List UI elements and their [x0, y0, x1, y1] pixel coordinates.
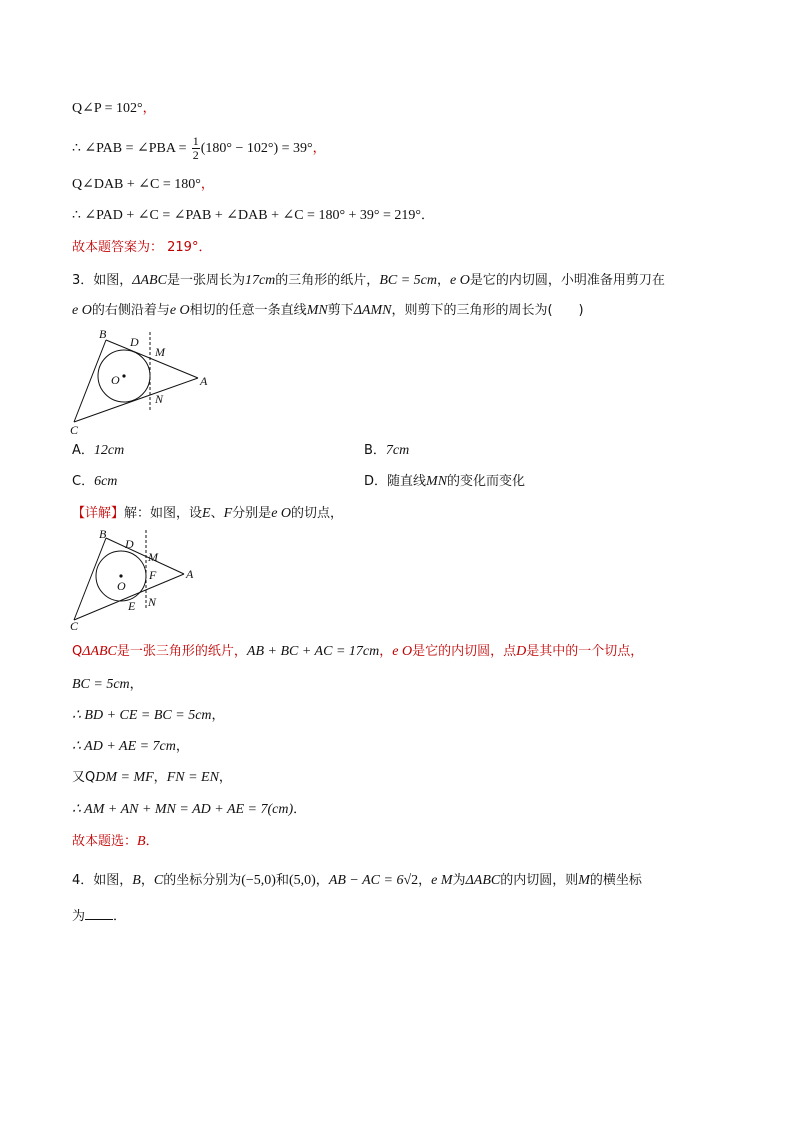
solution2-line3: Q∠DAB + ∠C = 180°，: [72, 177, 214, 192]
option-b[interactable]: B．7cm: [364, 443, 410, 458]
label-m: M: [148, 550, 158, 564]
solution3-line1: 【详解】解：如图，设E、F分别是e O的切点，: [72, 506, 344, 521]
label-o: O: [117, 579, 126, 593]
label-n: N: [155, 392, 164, 406]
side-bc: [74, 340, 106, 422]
side-ca: [74, 378, 198, 422]
solution3-line7: ∴ AM + AN + MN = AD + AE = 7(cm)．: [72, 802, 307, 817]
label-c: C: [70, 619, 79, 632]
solution2-line1: Q∠P = 102°，: [72, 101, 156, 116]
option-d[interactable]: D．随直线MN的变化而变化: [364, 474, 526, 489]
solution3-figure: [66, 526, 206, 632]
label-a: A: [200, 374, 208, 388]
side-ca: [74, 574, 184, 620]
side-ba: [106, 340, 198, 378]
label-d: D: [125, 537, 134, 551]
question3-line1: 3．如图，ΔABC是一张周长为17cm的三角形的纸片，BC = 5cm，e O是它的内切圆，小明准备用剪刀在: [72, 273, 665, 288]
question4-line1: 4．如图，B，C的坐标分别为(−5,0)和(5,0)，AB − AC = 6√2，e M为ΔABC的内切圆，则M的横坐标: [72, 873, 642, 888]
side-bc: [74, 538, 106, 620]
answer-blank[interactable]: [85, 907, 113, 920]
center-dot: [122, 374, 125, 377]
solution2-line4: ∴ ∠PAD + ∠C = ∠PAB + ∠DAB + ∠C = 180° + 39° = 219°．: [72, 208, 435, 223]
label-e: E: [128, 599, 136, 613]
question3-line2: e O的右侧沿着与e O相切的任意一条直线MN剪下ΔAMN，则剪下的三角形的周长为( ): [72, 303, 584, 318]
label-d: D: [130, 335, 139, 349]
solution3-line3: BC = 5cm，: [72, 677, 143, 692]
label-o: O: [111, 373, 120, 387]
label-n: N: [148, 595, 157, 609]
solution3-line2: QΔABC是一张三角形的纸片，AB + BC + AC = 17cm，e O是它的内切圆，点D是其中的一个切点，: [72, 644, 644, 659]
label-c: C: [70, 423, 79, 436]
solution3-line5: ∴ AD + AE = 7cm，: [72, 739, 189, 754]
option-a[interactable]: A．12cm: [72, 443, 125, 458]
question4-line2: 为 ．: [72, 909, 127, 924]
solution2-answer: 故本题答案为： 219°．: [72, 240, 212, 255]
solution3-line4: ∴ BD + CE = BC = 5cm，: [72, 708, 225, 723]
option-c[interactable]: C．6cm: [72, 474, 118, 489]
solution3-answer: 故本题选：B．: [72, 834, 159, 849]
solution3-line6: 又QDM = MF，FN = EN，: [72, 770, 232, 785]
solution2-line2: ∴ ∠PAB = ∠PBA = $\frac{1}{2}$ (180° − 102°) = 39°，: [72, 134, 326, 162]
label-b: B: [99, 527, 107, 541]
label-b: B: [99, 327, 107, 341]
fraction: $\frac{1}{2}$: [192, 134, 199, 162]
label-f: F: [149, 568, 157, 582]
center-dot: [119, 574, 122, 577]
label-a: A: [186, 567, 194, 581]
math-expression: Q∠P = 102°: [72, 101, 143, 116]
label-m: M: [155, 345, 165, 359]
question3-figure: [66, 326, 216, 436]
detail-tag: 【详解】: [72, 506, 125, 521]
